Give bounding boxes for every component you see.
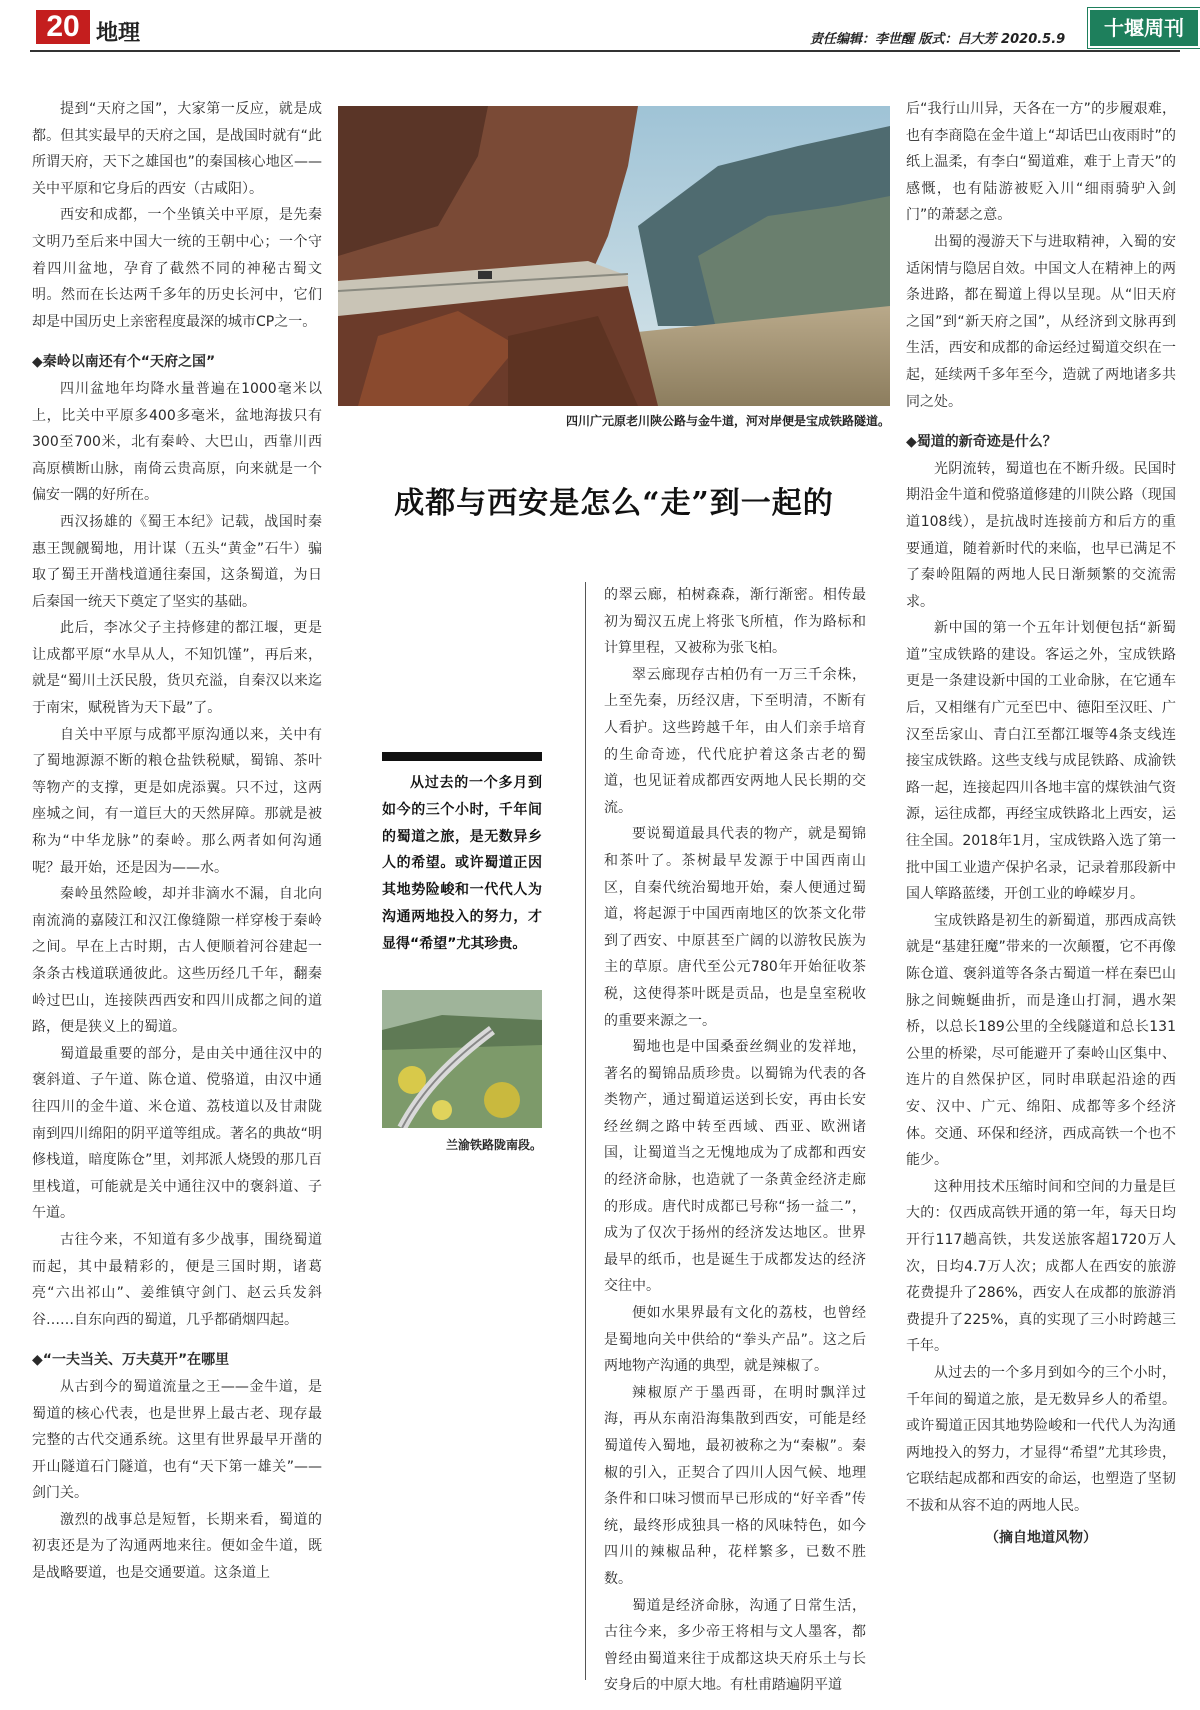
paragraph: 蜀道最重要的部分，是由关中通往汉中的褒斜道、子午道、陈仓道、傥骆道，由汉中通往四川的金牛道、米仓道、荔枝道以及甘肃陇南到四川绵阳的阴平道等组成。著名的典故“明修栈道，暗度陈仓”里，刘邦派人烧毁的那几百里栈道，可能就是关中通往汉中的褒斜道、子午道。 (32, 1045, 322, 1222)
railway-viaduct-illustration (382, 990, 542, 1128)
paragraph: 便如水果界最有文化的荔枝，也曾经是蜀地向关中供给的“拳头产品”。这之后两地物产沟通的典型，就是辣椒了。 (604, 1305, 866, 1375)
paragraph: 西汉扬雄的《蜀王本纪》记载，战国时秦惠王觊觎蜀地，用计谋（五头“黄金”石牛）骗取了蜀王开凿栈道通往秦国，这条蜀道，为日后秦国一统天下奠定了坚实的基础。 (32, 513, 322, 610)
section-title: 地理 (96, 21, 141, 46)
main-photo-caption: 四川广元原老川陕公路与金牛道，河对岸便是宝成铁路隧道。 (565, 414, 890, 428)
paper-logo: 十堰周刊 (1088, 8, 1200, 48)
subheading: ◆秦岭以南还有个“天府之国” (32, 354, 216, 371)
right-column (906, 96, 1176, 1552)
paragraph: 这种用技术压缩时间和空间的力量是巨大的：仅西成高铁开通的第一年，每天日均开行117趟高铁，共发送旅客超1720万人次，日均4.7万人次；成都人在西安的旅游花费提升了286%，西安人在成都的旅游消费提升了225%，真的实现了三小时跨越三千年。 (906, 1178, 1176, 1355)
paragraph: 蜀地也是中国桑蚕丝绸业的发祥地，著名的蜀锦品质珍贵。以蜀锦为代表的各类物产，通过蜀道运送到长安，再由长安经丝绸之路中转至西域、西亚、欧洲诸国，让蜀道当之无愧地成为了成都和西安的经济命脉，也造就了一条黄金经济走廊的形成。唐代时成都已号称“扬一益二”，成为了仅次于扬州的经济发达地区。世界最早的纸币，也是诞生于成都发达的经济交往中。 (604, 1039, 866, 1295)
railway-photo-caption: 兰渝铁路陇南段。 (445, 1138, 542, 1152)
editor-credits: 责任编辑：李世醒 版式：吕大芳 2020.5.9 (810, 32, 1066, 47)
paragraph: 宝成铁路是初生的新蜀道，那西成高铁就是“基建狂魔”带来的一次颠覆，它不再像陈仓道、褒斜道等各条古蜀道一样在秦巴山脉之间蜿蜒曲折，而是逢山打洞，遇水架桥，以总长189公里的全线隧道和总长131公里的桥梁，尽可能避开了秦岭山区集中、连片的自然保护区，同时串联起沿途的西安、汉中、广元、绵阳、成都等多个经济体。交通、环保和经济，西成高铁一个也不能少。 (906, 912, 1176, 1169)
paragraph: 后“我行山川异，天各在一方”的步履艰难，也有李商隐在金牛道上“却话巴山夜雨时”的纸上温柔，有李白“蜀道难，难于上青天”的感慨，也有陆游被贬入川“细雨骑驴入剑门”的萧瑟之意。 (906, 101, 1176, 224)
paragraph: 出蜀的漫游天下与进取精神，入蜀的安适闲情与隐居自效。中国文人在精神上的两条进路，都在蜀道上得以呈现。从“旧天府之国”到“新天府之国”，从经济到文脉再到生活，西安和成都的命运经过蜀道交织在一起，延续两千多年至今，造就了两地诸多共同之处。 (906, 233, 1176, 410)
paragraph: 提到“天府之国”，大家第一反应，就是成都。但其实最早的天府之国，是战国时就有“此所谓天府，天下之雄国也”的秦国核心地区——关中平原和它身后的西安（古咸阳）。 (32, 101, 322, 197)
pullquote: 从过去的一个多月到如今的三个小时，千年间的蜀道之旅，是无数异乡人的希望。或许蜀道正因其地势险峻和一代代人为沟通两地投入的努力，才显得“希望”尤其珍贵。 (382, 775, 542, 952)
main-photo (338, 106, 890, 406)
subheading: ◆蜀道的新奇迹是什么？ (906, 434, 1057, 451)
paragraph: 自关中平原与成都平原沟通以来，关中有了蜀地源源不断的粮仓盐铁税赋，蜀锦、茶叶等物产的支撑，更是如虎添翼。只不过，这两座城之间，有一道巨大的天然屏障。那就是被称为“中华龙脉”的秦岭。那么两者如何沟通呢？最开始，还是因为——水。 (32, 726, 322, 876)
paragraph: 四川盆地年均降水量普遍在1000毫米以上，比关中平原多400多毫米，盆地海拔只有300至700米，北有秦岭、大巴山，西靠川西高原横断山脉，南倚云贵高原，向来就是一个偏安一隅的好所在。 (32, 380, 322, 504)
pullquote-bar (382, 752, 542, 761)
paragraph: 激烈的战事总是短暂，长期来看，蜀道的初衷还是为了沟通两地来往。便如金牛道，既是战略要道，也是交通要道。这条道上 (32, 1511, 322, 1582)
source-credit: （摘自地道风物） (985, 1530, 1097, 1547)
paragraph: 秦岭虽然险峻，却并非滴水不漏，自北向南流淌的嘉陵江和汉江像缝隙一样穿梭于秦岭之间。早在上古时期，古人便顺着河谷建起一条条古栈道联通彼此。这些历经几千年，翻秦岭过巴山，连接陕西西安和四川成都之间的道路，便是狭义上的蜀道。 (32, 886, 322, 1036)
paragraph: 的翠云廊，柏树森森，渐行渐密。相传最初为蜀汉五虎上将张飞所植，作为路标和计算里程，又被称为张飞柏。 (604, 587, 866, 657)
column-divider (585, 582, 586, 1680)
cliff-road-river-illustration (338, 106, 890, 406)
page-number: 20 (36, 10, 90, 44)
paragraph: 光阴流转，蜀道也在不断升级。民国时期沿金牛道和傥骆道修建的川陕公路（现国道108线），是抗战时连接前方和后方的重要通道，随着新时代的来临，也早已满足不了秦岭阻隔的两地人民日渐频繁的交流需求。 (906, 460, 1176, 610)
paragraph: 古往今来，不知道有多少战事，围绕蜀道而起，其中最精彩的，便是三国时期，诸葛亮“六出祁山”、姜维镇守剑门、赵云兵发斜谷……自东向西的蜀道，几乎都硝烟四起。 (32, 1231, 322, 1328)
paragraph: 此后，李冰父子主持修建的都江堰，更是让成都平原“水旱从人，不知饥馑”，再后来，就是“蜀川土沃民殷，货贝充溢，自秦汉以来迄于南宋，赋税皆为天下最”了。 (32, 620, 322, 717)
left-column (32, 96, 322, 1587)
paragraph: 从古到今的蜀道流量之王——金牛道，是蜀道的核心代表，也是世界上最古老、现存最完整的古代交通系统。这里有世界最早开凿的开山隧道石门隧道，也有“天下第一雄关”——剑门关。 (32, 1378, 322, 1502)
paragraph: 西安和成都，一个坐镇关中平原，是先秦文明乃至后来中国大一统的王朝中心；一个守着四川盆地，孕育了截然不同的神秘古蜀文明。然而在长达两千多年的历史长河中，它们却是中国历史上亲密程度最深的城市CP之一。 (32, 207, 322, 330)
middle-column (604, 582, 866, 1699)
paragraph: 翠云廊现存古柏仍有一万三千余株，上至先秦，历经汉唐，下至明清，不断有人看护。这些跨越千年，由人们亲手培育的生命奇迹，代代庇护着这条古老的蜀道，也见证着成都西安两地人民长期的交流。 (604, 666, 866, 816)
paragraph: 要说蜀道最具代表的物产，就是蜀锦和茶叶了。茶树最早发源于中国西南山区，自秦代统治蜀地开始，秦人便通过蜀道，将起源于中国西南地区的饮茶文化带到了西安、中原甚至广阔的以游牧民族为主的草原。唐代至公元780年开始征收茶税，这使得茶叶既是贡品，也是皇室税收的重要来源之一。 (604, 826, 866, 1029)
paragraph: 从过去的一个多月到如今的三个小时，千年间的蜀道之旅，是无数异乡人的希望。或许蜀道正因其地势险峻和一代代人为沟通两地投入的努力，才显得“希望”尤其珍贵，它联结起成都和西安的命运，也塑造了坚韧不拔和从容不迫的两地人民。 (906, 1364, 1176, 1514)
masthead (30, 8, 1184, 52)
paragraph: 新中国的第一个五年计划便包括“新蜀道”宝成铁路的建设。客运之外，宝成铁路更是一条建设新中国的工业命脉，在它通车后，又相继有广元至巴中、德阳至汉旺、广汉至岳家山、青白江至都江堰等4条支线连接宝成铁路。这些支线与成昆铁路、成渝铁路一起，连接起四川各地丰富的煤铁油气资源，运往成都，再经宝成铁路北上西安，运往全国。2018年1月，宝成铁路入选了第一批中国工业遗产保护名录，记录着那段新中国人筚路蓝缕，开创工业的峥嵘岁月。 (906, 620, 1176, 903)
headline: 成都与西安是怎么“走”到一起的 (394, 486, 834, 521)
subheading: ◆“一夫当关、万夫莫开”在哪里 (32, 1352, 230, 1369)
paragraph: 辣椒原产于墨西哥，在明时飘洋过海，再从东南沿海集散到西安，可能是经蜀道传入蜀地，最初被称之为“秦椒”。秦椒的引入，正契合了四川人因气候、地理条件和口味习惯而早已形成的“好辛香”传统，最终形成独具一格的风味特色，如今四川的辣椒品种，花样繁多，已数不胜数。 (604, 1384, 866, 1587)
paragraph: 蜀道是经济命脉，沟通了日常生活，古往今来，多少帝王将相与文人墨客，都曾经由蜀道来往于成都这块天府乐土与长安身后的中原大地。有杜甫踏遍阴平道 (604, 1597, 866, 1694)
railway-photo (382, 990, 542, 1128)
